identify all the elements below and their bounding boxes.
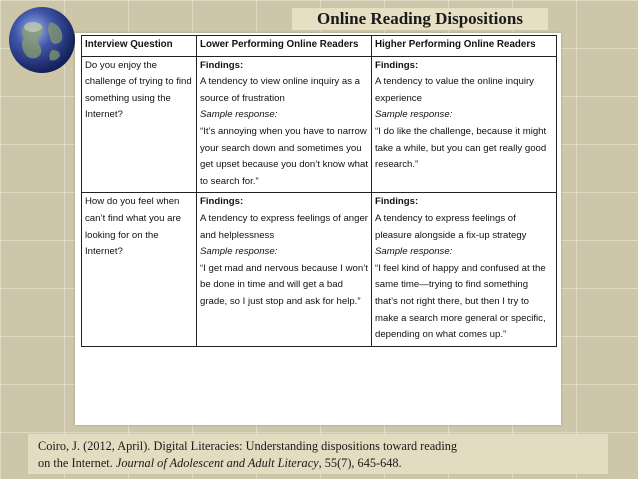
higher-cell [372,56,557,193]
sample-text: “I do like the challenge, because it might take a while, but you can get really good research.” [375,125,547,171]
header-lower-performing: Lower Performing Online Readers [197,36,372,57]
findings-text: A tendency to express feelings of anger and helplessness [200,212,368,241]
sample-text: “It’s annoying when you have to narrow your search down and sometimes you get upset because you don’t know what to search for.” [200,125,369,187]
findings-label: Findings: [200,196,244,208]
findings-text: A tendency to view online inquiry as a source of frustration [200,76,360,104]
findings-text: A tendency to value the online inquiry experience [375,76,534,104]
sample-label: Sample response: [375,246,453,258]
citation-journal: Journal of Adolescent and Adult Literacy [115,456,319,470]
citation-text: Coiro, J. (2012, April). Digital Literacies: Understanding dispositions toward reading [38,439,458,453]
table-row [82,56,557,193]
question-cell: Do you enjoy the challenge of trying to find something using the Internet? [82,56,197,193]
citation-text: , 55(7), 645-648. [318,456,402,470]
question-cell: How do you feel when can’t find what you are looking for on the Internet? [82,193,197,346]
header-interview-question: Interview Question [82,36,197,57]
sample-label: Sample response: [200,109,278,121]
table-header-row [82,36,557,57]
sample-text: “I feel kind of happy and confused at the same time—trying to find something that’s not right there, but then I try to make a search more general or specific, depending on what comes up.” [375,262,546,341]
sample-label: Sample response: [200,246,278,258]
findings-label: Findings: [375,196,419,208]
lower-cell [197,56,372,193]
sample-text: “I get mad and nervous because I won’t be done in time and will get a bad grade, so I just stop and ask for help.” [200,262,368,307]
citation-text: on the Internet. [38,456,116,470]
header-higher-performing: Higher Performing Online Readers [372,36,557,57]
findings-label: Findings: [200,59,244,71]
higher-cell [372,193,557,346]
slide-title: Online Reading Dispositions [292,8,548,30]
sample-label: Sample response: [375,109,453,121]
findings-text: A tendency to express feelings of pleasure alongside a fix-up strategy [375,212,527,241]
article-table-image [75,33,561,425]
findings-label: Findings: [375,59,419,71]
dispositions-table [81,35,557,347]
table-row [82,193,557,346]
citation [28,434,608,474]
lower-cell [197,193,372,346]
globe-icon [6,4,78,76]
